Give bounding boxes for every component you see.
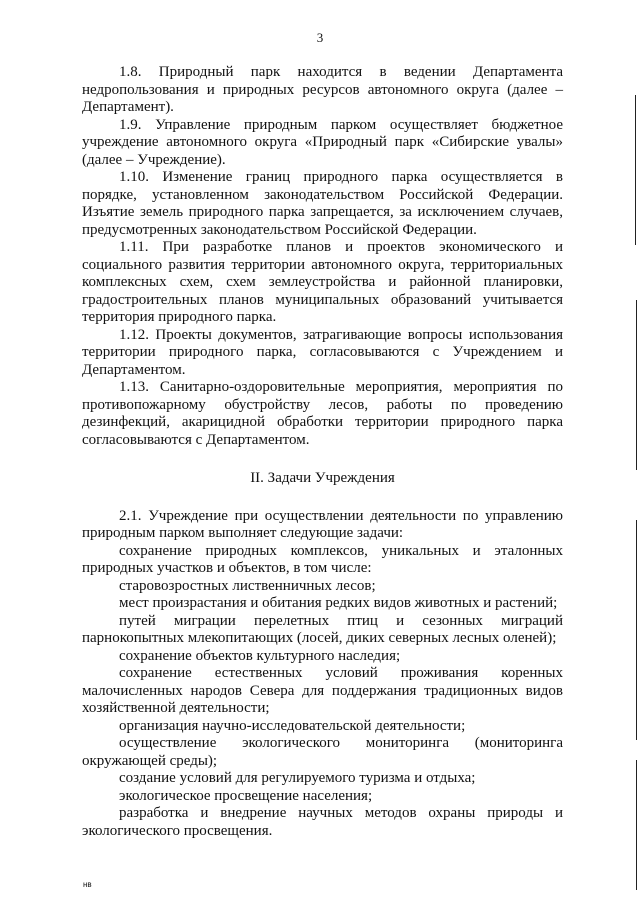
scan-mark	[636, 760, 637, 890]
task-item: путей миграции перелетных птиц и сезонных миграций парнокопытных млекопитающих (лосей, диких северных лесных оленей);	[82, 612, 563, 646]
task-item: сохранение объектов культурного наследия;	[119, 647, 401, 664]
task-item: мест произрастания и обитания редких видов животных и растений;	[119, 595, 558, 611]
paragraph-1-12: 1.12. Проекты документов, затрагивающие вопросы использования территории природного парка, согласовываются с Учреждением и Департаментом.	[82, 326, 563, 378]
task-item: экологическое просвещение населения;	[119, 787, 373, 804]
paragraph-1-8: 1.8. Природный парк находится в ведении Департамента недропользования и природных ресурсов автономного округа (далее – Департамент).	[82, 64, 563, 115]
section-heading: II. Задачи Учреждения	[250, 470, 395, 486]
scan-mark	[636, 300, 637, 470]
task-item: сохранение природных комплексов, уникальных и эталонных природных участков и объектов, в том числе:	[82, 542, 563, 576]
task-item: сохранение естественных условий проживания коренных малочисленных народов Севера для поддержания традиционных видов хозяйственной деятельности;	[82, 665, 563, 716]
task-item: разработка и внедрение научных методов охраны природы и экологического просвещения.	[82, 805, 563, 839]
paragraph-2-1: 2.1. Учреждение при осуществлении деятельности по управлению природным парком выполняет следующие задачи:	[82, 507, 563, 541]
scan-mark	[635, 95, 636, 245]
executor-initials: нв	[83, 880, 92, 889]
task-item: старовозростных лиственничных лесов;	[119, 577, 376, 594]
paragraph-1-13: 1.13. Санитарно-оздоровительные мероприятия, мероприятия по противопожарному обустройству лесов, работы по проведению дезинфекций, акарицидной обработки территории природного парка согласовываются с Департаментом.	[82, 379, 563, 448]
scan-edge-marks	[632, 0, 640, 905]
task-item: организация научно-исследовательской деятельности;	[119, 717, 466, 734]
document-body	[82, 64, 563, 840]
paragraph-1-11: 1.11. При разработке планов и проектов экономического и социального развития территории автономного округа, территориальных комплексных схем, схем землеустройства и районной планировки, градостроительных планов муниципальных образований учитывается территория природного парка.	[82, 239, 563, 325]
task-item: осуществление экологического мониторинга (мониторинга окружающей среды);	[82, 735, 563, 769]
paragraph-1-10: 1.10. Изменение границ природного парка осуществляется в порядке, установленном законодательством Российской Федерации. Изъятие земель природного парка запрещается, за исключением случаев, предусмотренных законодательством Российской Федерации.	[82, 169, 563, 238]
task-item: создание условий для регулируемого туризма и отдыха;	[119, 770, 476, 786]
paragraph-1-9: 1.9. Управление природным парком осуществляет бюджетное учреждение автономного округа «Природный парк «Сибирские увалы» (далее – Учреждение).	[82, 116, 563, 168]
scan-mark	[636, 520, 637, 740]
page-number: 3	[316, 30, 324, 45]
